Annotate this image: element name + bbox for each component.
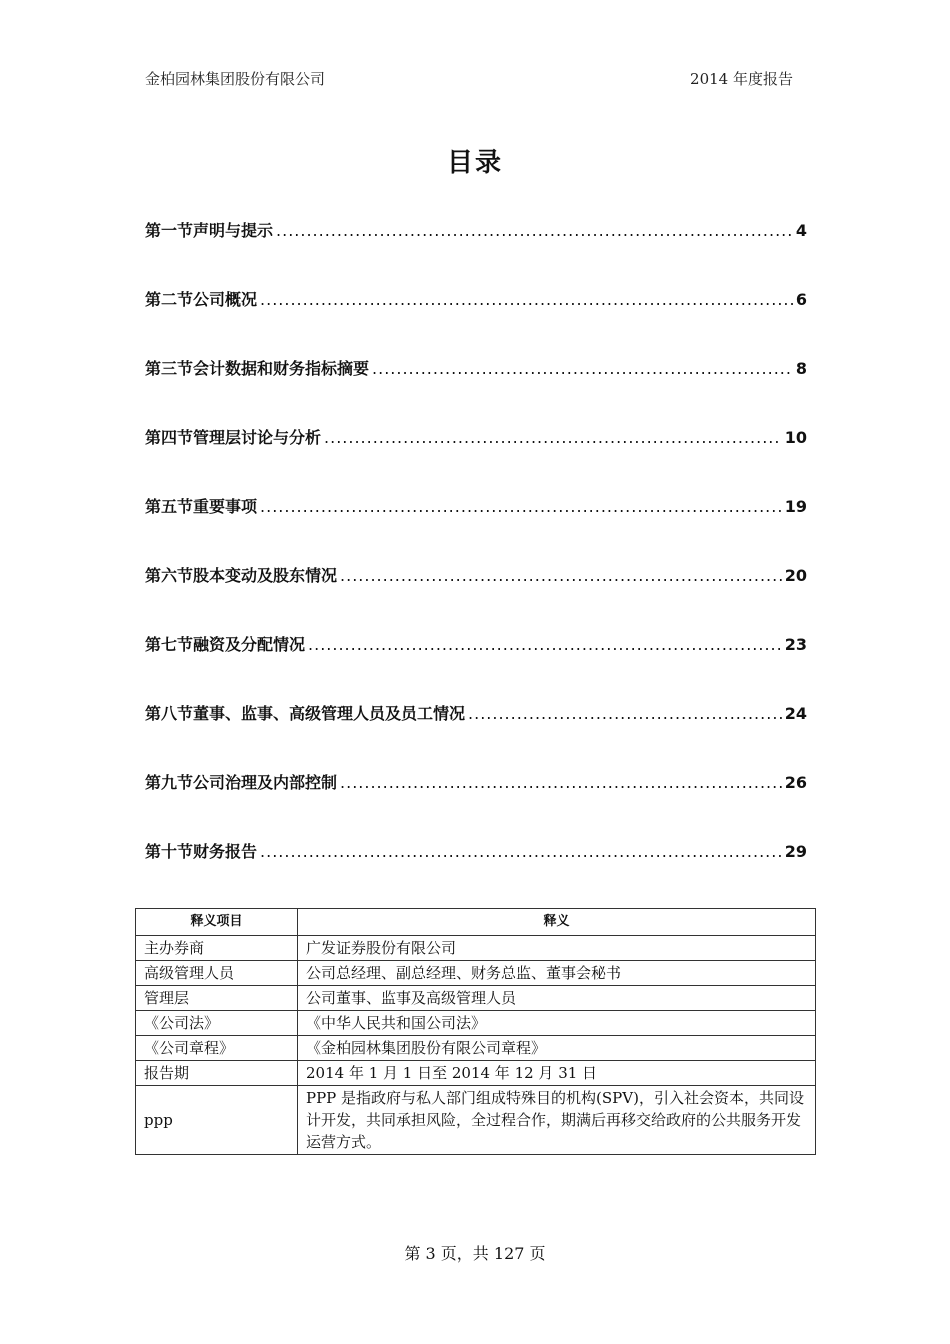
toc-entry[interactable] bbox=[145, 701, 807, 770]
page-title: 目录 bbox=[446, 148, 503, 178]
toc-leader bbox=[276, 221, 793, 240]
toc-leader bbox=[324, 428, 782, 447]
table-row bbox=[136, 1011, 816, 1036]
definitions-table bbox=[135, 908, 816, 1155]
term-cell: 报告期 bbox=[136, 1061, 298, 1086]
column-header: 释义 bbox=[298, 909, 816, 936]
table-row bbox=[136, 1061, 816, 1086]
table-row bbox=[136, 936, 816, 961]
definition-cell: 《中华人民共和国公司法》 bbox=[298, 1011, 816, 1036]
definition-cell: 公司总经理、副总经理、财务总监、董事会秘书 bbox=[298, 961, 816, 986]
toc-label: 第八节董事、监事、高级管理人员及员工情况 bbox=[145, 704, 466, 723]
toc-label: 第二节公司概况 bbox=[145, 290, 258, 309]
definition-cell: 2014 年 1 月 1 日至 2014 年 12 月 31 日 bbox=[298, 1061, 816, 1086]
toc-page: 8 bbox=[795, 359, 807, 378]
toc-leader bbox=[260, 290, 793, 309]
toc-page: 20 bbox=[784, 566, 807, 585]
term-cell: 高级管理人员 bbox=[136, 961, 298, 986]
toc-entry[interactable] bbox=[145, 632, 807, 701]
toc-label: 第三节会计数据和财务指标摘要 bbox=[145, 359, 370, 378]
term-cell: 《公司法》 bbox=[136, 1011, 298, 1036]
toc-label: 第五节重要事项 bbox=[145, 497, 258, 516]
definition-cell: PPP 是指政府与私人部门组成特殊目的机构(SPV)，引入社会资本，共同设计开发，共同承担风险，全过程合作，期满后再移交给政府的公共服务开发运营方式。 bbox=[298, 1086, 816, 1155]
toc-entry[interactable] bbox=[145, 287, 807, 356]
column-header: 释义项目 bbox=[136, 909, 298, 936]
toc-label: 第六节股本变动及股东情况 bbox=[145, 566, 338, 585]
toc-page: 29 bbox=[784, 842, 807, 861]
header-report: 2014 年度报告 bbox=[690, 70, 793, 88]
toc-page: 23 bbox=[784, 635, 807, 654]
toc-label: 第四节管理层讨论与分析 bbox=[145, 428, 322, 447]
toc-page: 26 bbox=[784, 773, 807, 792]
definition-cell: 广发证券股份有限公司 bbox=[298, 936, 816, 961]
table-row bbox=[136, 1086, 816, 1155]
toc-page: 10 bbox=[784, 428, 807, 447]
toc-entry[interactable] bbox=[145, 425, 807, 494]
toc-label: 第九节公司治理及内部控制 bbox=[145, 773, 338, 792]
toc-page: 19 bbox=[784, 497, 807, 516]
toc-leader bbox=[260, 497, 782, 516]
toc-page: 4 bbox=[795, 221, 807, 240]
toc-page: 6 bbox=[795, 290, 807, 309]
header-company: 金柏园林集团股份有限公司 bbox=[145, 70, 326, 88]
toc-entry[interactable] bbox=[145, 770, 807, 839]
toc-label: 第一节声明与提示 bbox=[145, 221, 274, 240]
definition-cell: 公司董事、监事及高级管理人员 bbox=[298, 986, 816, 1011]
term-cell: 《公司章程》 bbox=[136, 1036, 298, 1061]
table-row bbox=[136, 986, 816, 1011]
toc-label: 第七节融资及分配情况 bbox=[145, 635, 306, 654]
table-row bbox=[136, 1036, 816, 1061]
toc-entry[interactable] bbox=[145, 839, 807, 908]
toc-entry[interactable] bbox=[145, 356, 807, 425]
toc-page: 24 bbox=[784, 704, 807, 723]
definition-cell: 《金柏园林集团股份有限公司章程》 bbox=[298, 1036, 816, 1061]
toc-entry[interactable] bbox=[145, 494, 807, 563]
toc-leader bbox=[340, 773, 782, 792]
page-header bbox=[145, 68, 793, 92]
toc-leader bbox=[372, 359, 793, 378]
toc-leader bbox=[260, 842, 782, 861]
table-of-contents bbox=[145, 218, 807, 908]
table-header-row bbox=[136, 909, 816, 936]
page-footer: 第 3 页，共 127 页 bbox=[404, 1244, 546, 1263]
term-cell: 主办券商 bbox=[136, 936, 298, 961]
toc-leader bbox=[308, 635, 782, 654]
term-cell: 管理层 bbox=[136, 986, 298, 1011]
toc-leader bbox=[340, 566, 782, 585]
table-row bbox=[136, 961, 816, 986]
toc-leader bbox=[468, 704, 782, 723]
toc-label: 第十节财务报告 bbox=[145, 842, 258, 861]
toc-entry[interactable] bbox=[145, 218, 807, 287]
toc-entry[interactable] bbox=[145, 563, 807, 632]
term-cell: ppp bbox=[136, 1086, 298, 1155]
